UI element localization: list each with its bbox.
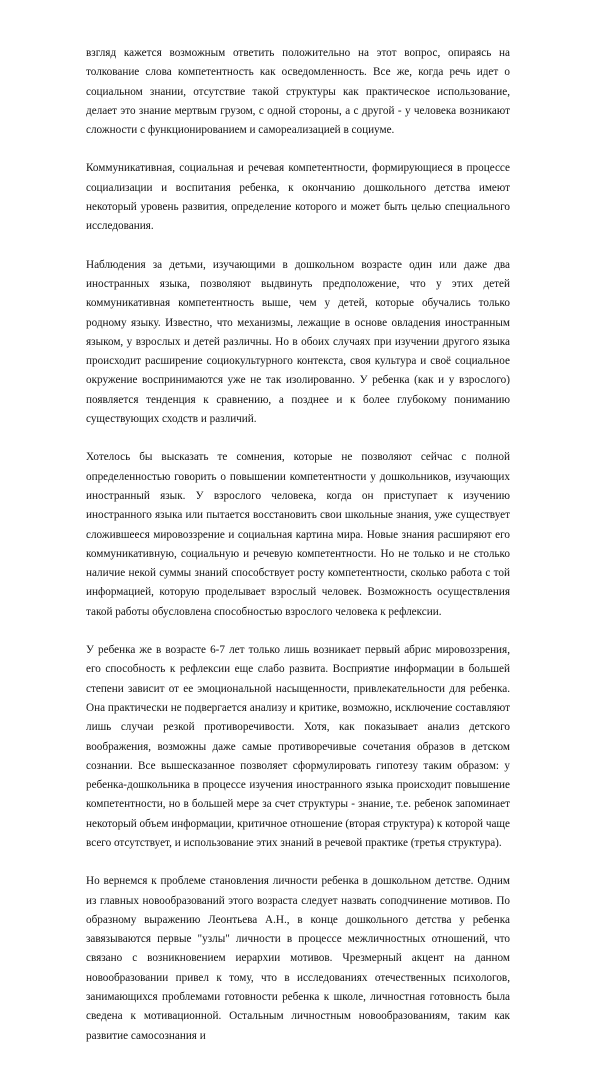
paragraph-2: Коммуникативная, социальная и речевая компетентности, формирующиеся в процессе социализации и воспитания ребенка, к окончанию дошкольного детства имеют некоторый уровень развития, определение которого и может быть целью специального исследования.: [86, 162, 510, 233]
document-page: [86, 44, 510, 1065]
paragraph-6: Но вернемся к проблеме становления личности ребенка в дошкольном детстве. Одним из главных новообразований этого возраста следует назвать соподчинение мотивов. По образному выражению Леонтьева А.Н., в конце дошкольного детства у ребенка завязываются первые "узлы" личности в процессе межличностных отношений, что связано с возникновением иерархии мотивов. Чрезмерный акцент на данном новообразовании привел к тому, что в исследованиях отечественных психологов, занимающихся проблемами готовности ребенка к школе, личностная готовность была сведена к мотивационной. Остальным личностным новообразованиям, таким как развитие самосознания и: [86, 875, 510, 1042]
paragraph-5: У ребенка же в возрасте 6-7 лет только лишь возникает первый абрис мировоззрения, его способность к рефлексии еще слабо развита. Восприятие информации в большей степени зависит от ее эмоциональной насыщенности, привлекательности для ребенка. Она практически не подвергается анализу и критике, возможно, исключение составляют лишь случаи резкой противоречивости. Хотя, как показывает анализ детского воображения, возможны даже самые противоречивые сочетания образов в детском сознании. Все вышесказанное позволяет сформулировать гипотезу таким образом: у ребенка-дошкольника в процессе изучения иностранного языка происходит повышение компетентности, но в большей мере за счет структуры - знание, т.е. ребенок запоминает некоторый объем информации, критичное отношение (вторая структура) к которой чаще всего отсутствует, и использование этих знаний в речевой практике (третья структура).: [86, 644, 510, 849]
paragraph-4: Хотелось бы высказать те сомнения, которые не позволяют сейчас с полной определенностью говорить о повышении компетентности у дошкольников, изучающих иностранный язык. У взрослого человека, когда он приступает к изучению иностранного языка или пытается восстановить свои школьные знания, уже существует сложившееся мировоззрение и социальная картина мира. Новые знания расширяют его коммуникативную, социальную и речевую компетентности. Но не только и не столько наличие некой суммы знаний способствует росту компетентности, сколько работа с той информацией, которую проделывает взрослый человек. Возможность осуществления такой работы обусловлена способностью взрослого человека к рефлексии.: [86, 451, 510, 618]
paragraph-3: Наблюдения за детьми, изучающими в дошкольном возрасте один или даже два иностранных языка, позволяют выдвинуть предположение, что у этих детей коммуникативная компетентность выше, чем у детей, которые обучались только родному языку. Известно, что механизмы, лежащие в основе овладения иностранным языком, у взрослых и детей различны. Но в обоих случаях при изучении другого языка происходит расширение социокультурного контекста, своя культура и своё социальное окружение воспринимаются уже не так изолированно. У ребенка (как и у взрослого) появляется тенденция к сравнению, а позднее и к более глубокому пониманию существующих сходств и различий.: [86, 258, 510, 426]
paragraph-1: взгляд кажется возможным ответить положительно на этот вопрос, опираясь на толкование слова компетентность как осведомленность. Все же, когда речь идет о социальном знании, отсутствие такой структуры как практическое использование, делает это знание мертвым грузом, с одной стороны, а с другой - у человека возникают сложности с функционированием и самореализацией в социуме.: [86, 47, 510, 137]
